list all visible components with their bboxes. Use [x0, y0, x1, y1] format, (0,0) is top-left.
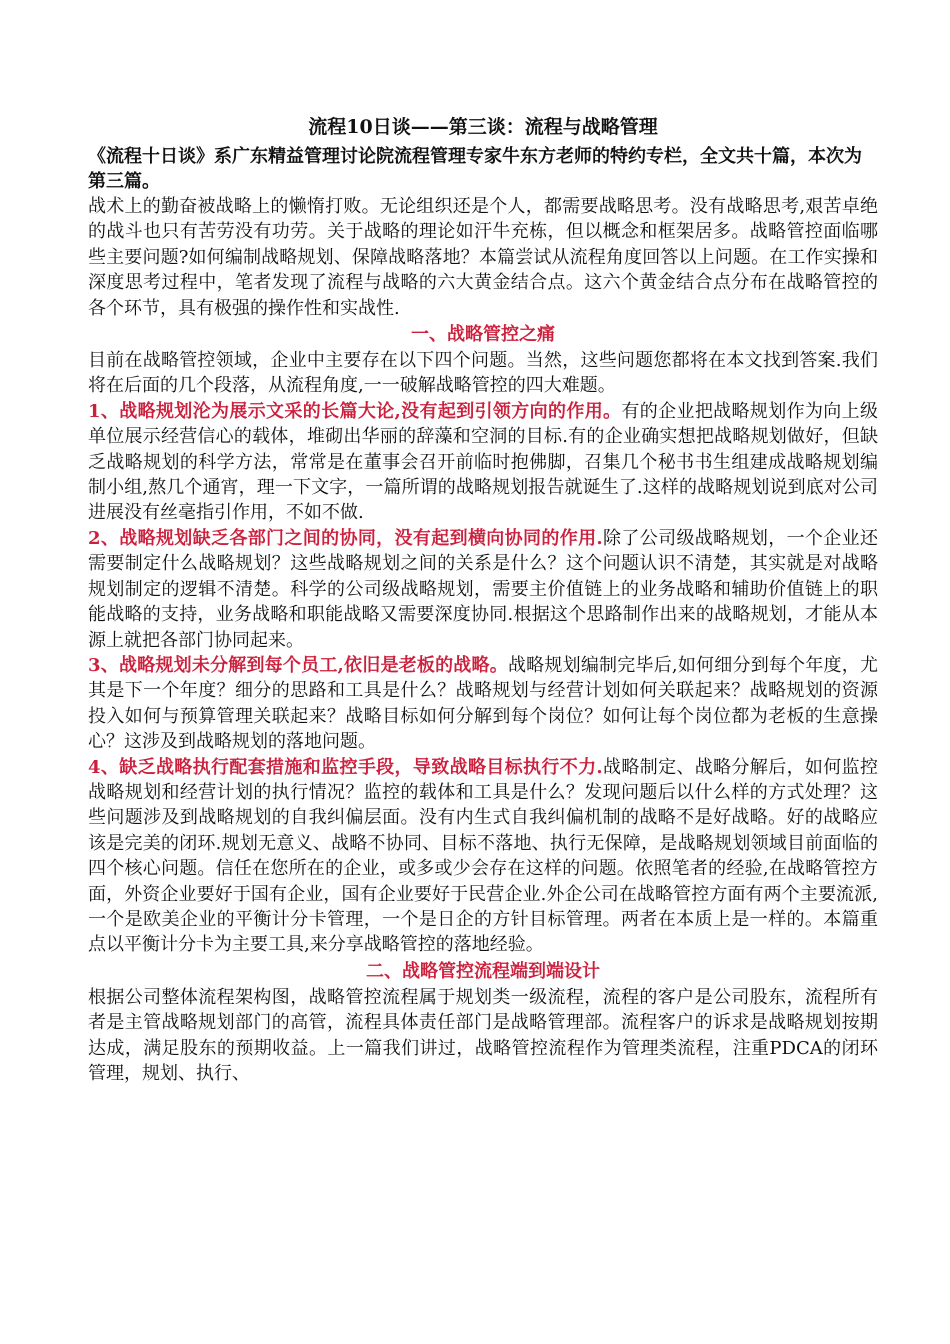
- section1-heading: 一、战略管控之痛: [411, 324, 555, 346]
- problem-item-2: [88, 526, 878, 653]
- problem-item-1-text: 有的企业把战略规划作为向上级单位展示经营信心的载体，堆砌出华丽的辞藻和空洞的目标.有的企业确实想把战略规划做好，但缺乏战略规划的科学方法，常常是在董事会召开前临时抱佛脚，召集几个秘书书生组建成战略规划编制小组,熬几个通宵，理一下文字，一篇所谓的战略规划报告就诞生了.这样的战略规划说到底对公司进展没有丝毫指引作用，不如不做.: [88, 400, 879, 524]
- problem-item-3-text: 战略规划编制完毕后,如何细分到每个年度，尤其是下一个年度？细分的思路和工具是什么？战略规划与经营计划如何关联起来？战略规划的资源投入如何与预算管理关联起来？战略目标如何分解到每个岗位？如何让每个岗位都为老板的生意操心？这涉及到战略规划的落地问题。: [88, 654, 878, 753]
- problem-item-4: [88, 755, 878, 958]
- problem-item-2-lead: 2、战略规划缺乏各部门之间的协同，没有起到横向协同的作用.: [88, 527, 603, 549]
- section2-paragraph: 根据公司整体流程架构图，战略管控流程属于规划类一级流程，流程的客户是公司股东，流程所有者是主管战略规划部门的高管，流程具体责任部门是战略管理部。流程客户的诉求是战略规划按期达成，满足股东的预期收益。上一篇我们讲过，战略管控流程作为管理类流程，注重PDCA的闭环管理，规划、执行、: [88, 986, 878, 1084]
- problem-item-1: [88, 399, 878, 526]
- document-title: 流程10日谈——第三谈：流程与战略管理: [308, 116, 658, 138]
- opening-paragraph: 战术上的勤奋被战略上的懒惰打败。无论组织还是个人，都需要战略思考。没有战略思考,艰苦卓绝的战斗也只有苦劳没有功劳。关于战略的理论如汗牛充栋，但以概念和框架居多。战略管控面临哪些主要问题?如何编制战略规划、保障战略落地？本篇尝试从流程角度回答以上问题。在工作实操和深度思考过程中，笔者发现了流程与战略的六大黄金结合点。这六个黄金结合点分布在战略管控的各个环节，具有极强的操作性和实战性.: [88, 196, 878, 319]
- problem-item-4-text: 战略制定、战略分解后，如何监控战略规划和经营计划的执行情况？监控的载体和工具是什么？发现问题后以什么样的方式处理？这些问题涉及到战略规划的自我纠偏层面。没有内生式自我纠偏机制的战略不是好战略。好的战略应该是完美的闭环.规划无意义、战略不协同、目标不落地、执行无保障，是战略规划领域目前面临的四个核心问题。信任在您所在的企业，或多或少会存在这样的问题。依照笔者的经验,在战略管控方面，外资企业要好于国有企业，国有企业要好于民营企业.外企公司在战略管控方面有两个主要流派,一个是欧美企业的平衡计分卡管理，一个是日企的方针目标管理。两者在本质上是一样的。本篇重点以平衡计分卡为主要工具,来分享战略管控的落地经验。: [88, 756, 878, 956]
- problem-item-3-lead: 3、战略规划未分解到每个员工,依旧是老板的战略。: [88, 654, 508, 676]
- section1-paragraph: 目前在战略管控领域，企业中主要存在以下四个问题。当然，这些问题您都将在本文找到答案.我们将在后面的几个段落，从流程角度,一一破解战略管控的四大难题。: [88, 350, 878, 397]
- problem-item-1-lead: 1、战略规划沦为展示文采的长篇大论,没有起到引领方向的作用。: [88, 400, 622, 422]
- problem-item-4-lead: 4、缺乏战略执行配套措施和监控手段，导致战略目标执行不力.: [88, 756, 603, 778]
- problem-item-3: [88, 653, 878, 755]
- document-body: [88, 112, 878, 1086]
- intro-paragraph: 《流程十日谈》系广东精益管理讨论院流程管理专家牛东方老师的特约专栏，全文共十篇，本次为第三篇。: [88, 146, 862, 192]
- section2-heading: 二、战略管控流程端到端设计: [366, 960, 600, 982]
- problem-item-2-text: 除了公司级战略规划，一个企业还需要制定什么战略规划？这些战略规划之间的关系是什么？这个问题认识不清楚，其实就是对战略规划制定的逻辑不清楚。科学的公司级战略规划，需要主价值链上的业务战略和辅助价值链上的职能战略的支持，业务战略和职能战略又需要深度协同.根据这个思路制作出来的战略规划，才能从本源上就把各部门协同起来。: [88, 527, 878, 651]
